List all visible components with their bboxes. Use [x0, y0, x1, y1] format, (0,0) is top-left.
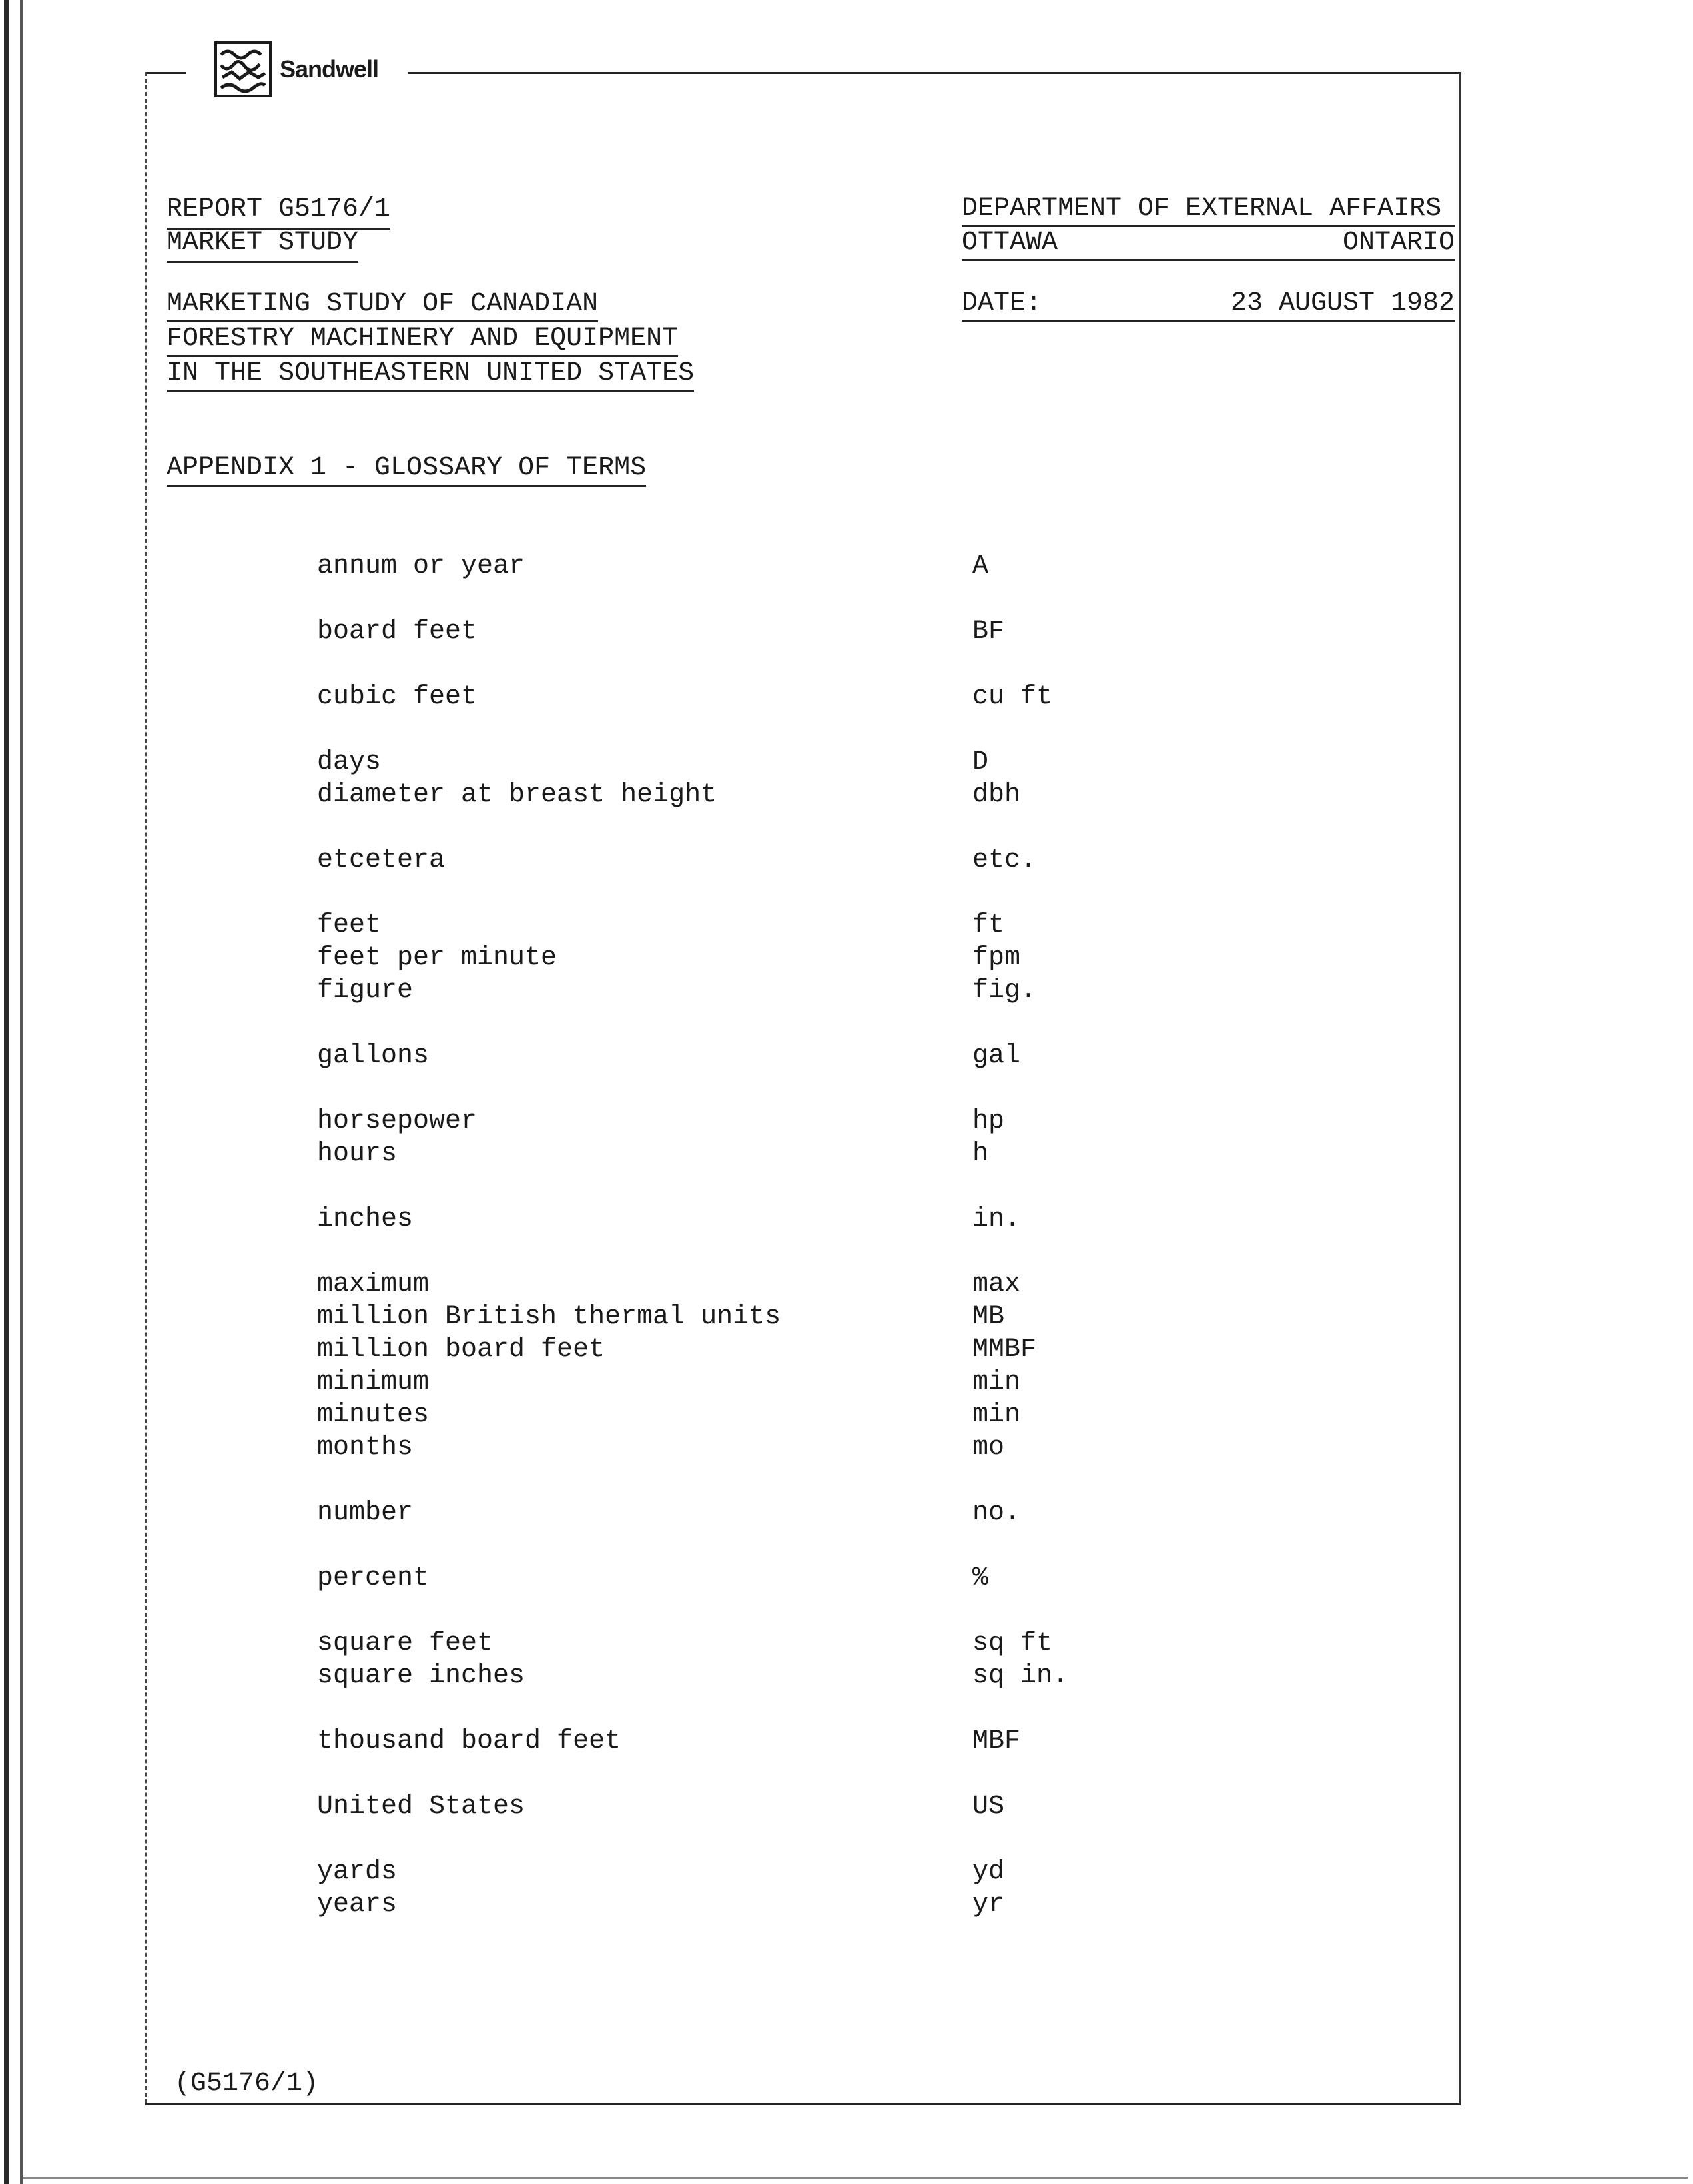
glossary-entry: [317, 1562, 1249, 1595]
glossary-term: square feet: [317, 1629, 494, 1658]
glossary-abbreviation: min: [972, 1400, 1021, 1430]
glossary-term: figure: [317, 976, 414, 1006]
glossary-abbreviation: ft: [972, 910, 1005, 940]
glossary-term: feet per minute: [317, 943, 557, 973]
study-title: [167, 288, 694, 392]
glossary-entry: [317, 746, 1249, 779]
department-row: [962, 193, 1455, 227]
glossary-entry: [317, 1399, 1249, 1431]
glossary-abbreviation: yd: [972, 1857, 1005, 1887]
glossary-abbreviation: h: [972, 1139, 989, 1169]
logo-text: Sandwell: [280, 55, 379, 83]
frame-left-rule: [145, 72, 148, 2103]
glossary-term: board feet: [317, 617, 478, 647]
glossary-group: [317, 746, 1249, 811]
date-label: DATE:: [962, 288, 1042, 318]
glossary-abbreviation: etc.: [972, 845, 1037, 875]
glossary-entry: [317, 974, 1249, 1007]
scan-left-edge: [4, 0, 9, 2184]
glossary-entry: [317, 681, 1249, 713]
glossary-term: days: [317, 747, 382, 777]
glossary-entry: [317, 844, 1249, 877]
study-type: MARKET STUDY: [167, 226, 358, 263]
glossary-term: annum or year: [317, 551, 525, 581]
glossary-entry: [317, 1660, 1249, 1692]
frame-bottom-rule: [145, 2103, 1461, 2105]
glossary-term: square inches: [317, 1661, 525, 1691]
glossary-term: gallons: [317, 1041, 430, 1071]
glossary-entry: [317, 942, 1249, 974]
glossary-entry: [317, 1333, 1249, 1366]
glossary-term: yards: [317, 1857, 398, 1887]
glossary-abbreviation: in.: [972, 1204, 1021, 1234]
glossary-term: diameter at breast height: [317, 780, 717, 810]
glossary-term: feet: [317, 910, 382, 940]
glossary-entry: [317, 1790, 1249, 1823]
glossary-group: [317, 1562, 1249, 1595]
glossary-entry: [317, 1105, 1249, 1138]
frame-top-rule-right: [408, 72, 1461, 74]
department-block: [962, 193, 1455, 261]
glossary-term: minimum: [317, 1367, 430, 1397]
glossary-abbreviation: MMBF: [972, 1335, 1037, 1365]
frame-top-rule-left: [145, 72, 186, 74]
study-title-line: MARKETING STUDY OF CANADIAN: [167, 288, 598, 322]
province: ONTARIO: [1342, 228, 1455, 258]
glossary-abbreviation: %: [972, 1563, 989, 1593]
glossary-term: thousand board feet: [317, 1726, 621, 1756]
glossary-term: months: [317, 1433, 414, 1463]
glossary-group: [317, 1790, 1249, 1823]
glossary-group: [317, 1268, 1249, 1464]
glossary-term: inches: [317, 1204, 414, 1234]
study-title-line: IN THE SOUTHEASTERN UNITED STATES: [167, 357, 694, 392]
date-row: [962, 288, 1455, 322]
glossary-group: [317, 844, 1249, 877]
glossary-abbreviation: max: [972, 1270, 1021, 1299]
glossary-entry: [317, 1497, 1249, 1529]
glossary-entry: [317, 1203, 1249, 1236]
glossary-entry: [317, 1040, 1249, 1072]
glossary-abbreviation: dbh: [972, 780, 1021, 810]
glossary-abbreviation: gal: [972, 1041, 1021, 1071]
glossary-entry: [317, 1725, 1249, 1758]
glossary-group: [317, 550, 1249, 583]
glossary-entry: [317, 1366, 1249, 1399]
department-name: DEPARTMENT OF EXTERNAL AFFAIRS: [962, 194, 1442, 224]
glossary-abbreviation: BF: [972, 617, 1005, 647]
scan-left-edge-line: [20, 0, 23, 2184]
glossary-abbreviation: MB: [972, 1302, 1005, 1332]
appendix-title: APPENDIX 1 - GLOSSARY OF TERMS: [167, 452, 646, 487]
glossary-term: cubic feet: [317, 682, 478, 712]
glossary-entry: [317, 1888, 1249, 1921]
scan-bottom-edge: [23, 2177, 1688, 2179]
glossary-abbreviation: fpm: [972, 943, 1021, 973]
city: OTTAWA: [962, 228, 1058, 258]
glossary-term: etcetera: [317, 845, 446, 875]
glossary-term: minutes: [317, 1400, 430, 1430]
glossary-group: [317, 1627, 1249, 1692]
glossary-term: horsepower: [317, 1106, 478, 1136]
glossary-group: [317, 1203, 1249, 1236]
glossary-group: [317, 615, 1249, 648]
glossary-entry: [317, 1856, 1249, 1888]
glossary-abbreviation: min: [972, 1367, 1021, 1397]
glossary-entry: [317, 1627, 1249, 1660]
glossary-entry: [317, 1268, 1249, 1301]
glossary-abbreviation: mo: [972, 1433, 1005, 1463]
glossary-abbreviation: cu ft: [972, 682, 1053, 712]
glossary-abbreviation: no.: [972, 1498, 1021, 1528]
glossary-list: [317, 550, 1249, 1954]
glossary-abbreviation: hp: [972, 1106, 1005, 1136]
location-row: [962, 227, 1455, 261]
glossary-group: [317, 1105, 1249, 1170]
glossary-entry: [317, 779, 1249, 811]
glossary-abbreviation: D: [972, 747, 989, 777]
glossary-entry: [317, 615, 1249, 648]
glossary-term: maximum: [317, 1270, 430, 1299]
sandwell-logo-icon: [212, 40, 274, 99]
frame-right-rule: [1459, 72, 1461, 2103]
glossary-group: [317, 1497, 1249, 1529]
glossary-abbreviation: yr: [972, 1890, 1005, 1920]
glossary-term: million British thermal units: [317, 1302, 781, 1332]
glossary-entry: [317, 909, 1249, 942]
glossary-group: [317, 1856, 1249, 1921]
glossary-abbreviation: fig.: [972, 976, 1037, 1006]
glossary-term: hours: [317, 1139, 398, 1169]
glossary-group: [317, 1725, 1249, 1758]
study-title-line: FORESTRY MACHINERY AND EQUIPMENT: [167, 322, 678, 357]
glossary-term: United States: [317, 1792, 525, 1822]
glossary-abbreviation: sq ft: [972, 1629, 1053, 1658]
glossary-abbreviation: sq in.: [972, 1661, 1069, 1691]
glossary-abbreviation: MBF: [972, 1726, 1021, 1756]
company-logo: [212, 40, 378, 99]
glossary-term: percent: [317, 1563, 430, 1593]
glossary-entry: [317, 550, 1249, 583]
glossary-term: million board feet: [317, 1335, 605, 1365]
glossary-group: [317, 1040, 1249, 1072]
glossary-term: years: [317, 1890, 398, 1920]
glossary-abbreviation: US: [972, 1792, 1005, 1822]
glossary-entry: [317, 1138, 1249, 1170]
glossary-entry: [317, 1301, 1249, 1333]
glossary-term: number: [317, 1498, 414, 1528]
glossary-abbreviation: A: [972, 551, 989, 581]
report-number: REPORT G5176/1: [167, 193, 390, 230]
footer-document-code: (G5176/1): [174, 2069, 319, 2099]
glossary-entry: [317, 1431, 1249, 1464]
glossary-group: [317, 681, 1249, 713]
glossary-group: [317, 909, 1249, 1007]
date-value: 23 AUGUST 1982: [1230, 288, 1455, 318]
